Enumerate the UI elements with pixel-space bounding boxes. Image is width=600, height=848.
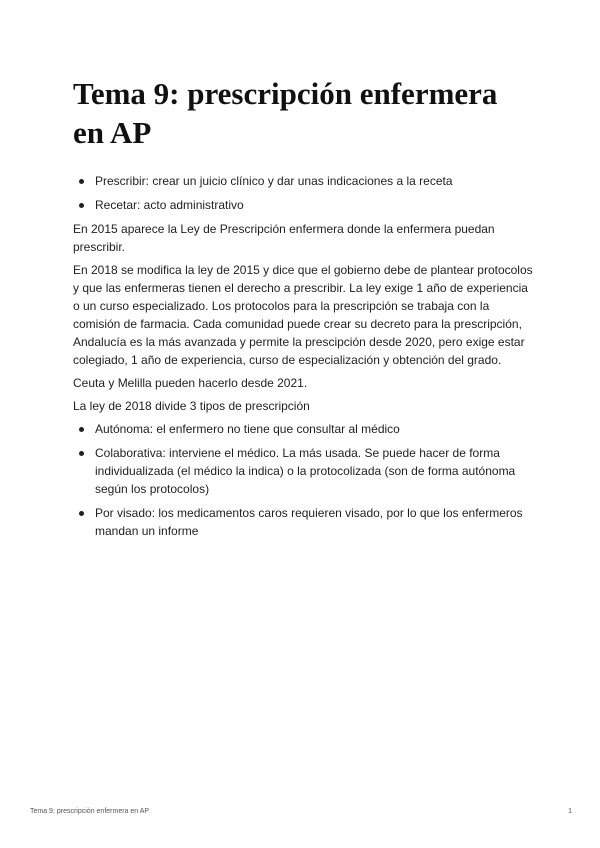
- list-item-text: Por visado: los medicamentos caros requieren visado, por lo que los enfermeros mandan un informe: [95, 506, 523, 538]
- list-item: [73, 172, 533, 190]
- list-item: [73, 420, 533, 438]
- bullet-icon: [79, 427, 84, 432]
- paragraph: Ceuta y Melilla pueden hacerlo desde 2021.: [73, 376, 308, 390]
- page-title: Tema 9: prescripción enfermera en AP: [73, 76, 498, 150]
- footer-title: Tema 9: prescripción enfermera en AP: [30, 808, 150, 815]
- list-item: [73, 504, 533, 540]
- paragraph: En 2015 aparece la Ley de Prescripción enfermera donde la enfermera puedan prescribir.: [73, 222, 495, 254]
- list-item: [73, 444, 533, 498]
- list-item-text: Recetar: acto administrativo: [95, 198, 244, 212]
- bullet-icon: [79, 511, 84, 516]
- bullet-icon: [79, 451, 84, 456]
- page-footer: [30, 808, 572, 815]
- list-item-text: Colaborativa: interviene el médico. La más usada. Se puede hacer de forma individualizada (el médico la indica) o la protocolizada (son de forma autónoma según los protocolos): [95, 446, 516, 496]
- bullet-icon: [79, 203, 84, 208]
- bullet-icon: [79, 179, 84, 184]
- prescription-types-list: [73, 420, 533, 540]
- list-item-text: Prescribir: crear un juicio clínico y dar unas indicaciones a la receta: [95, 174, 453, 188]
- definitions-list: [73, 172, 533, 214]
- document-page: [73, 74, 533, 546]
- paragraph: La ley de 2018 divide 3 tipos de prescripción: [73, 399, 310, 413]
- page-number: 1: [568, 808, 572, 815]
- list-item: [73, 196, 533, 214]
- list-item-text: Autónoma: el enfermero no tiene que consultar al médico: [95, 422, 400, 436]
- paragraph: En 2018 se modifica la ley de 2015 y dice que el gobierno debe de plantear protocolos y que las enfermeras tienen el derecho a prescribir. La ley exige 1 año de experiencia o un curso especializado. Los protocolos para la prescripción se trabaja con la comisión de farmacia. Cada comunidad puede crear su decreto para la prescripción, Andalucía es la más avanzada y permite la prescipción desde 2020, pero exige estar colegiado, 1 año de experiencia, curso de especialización y obtención del grado.: [73, 263, 533, 367]
